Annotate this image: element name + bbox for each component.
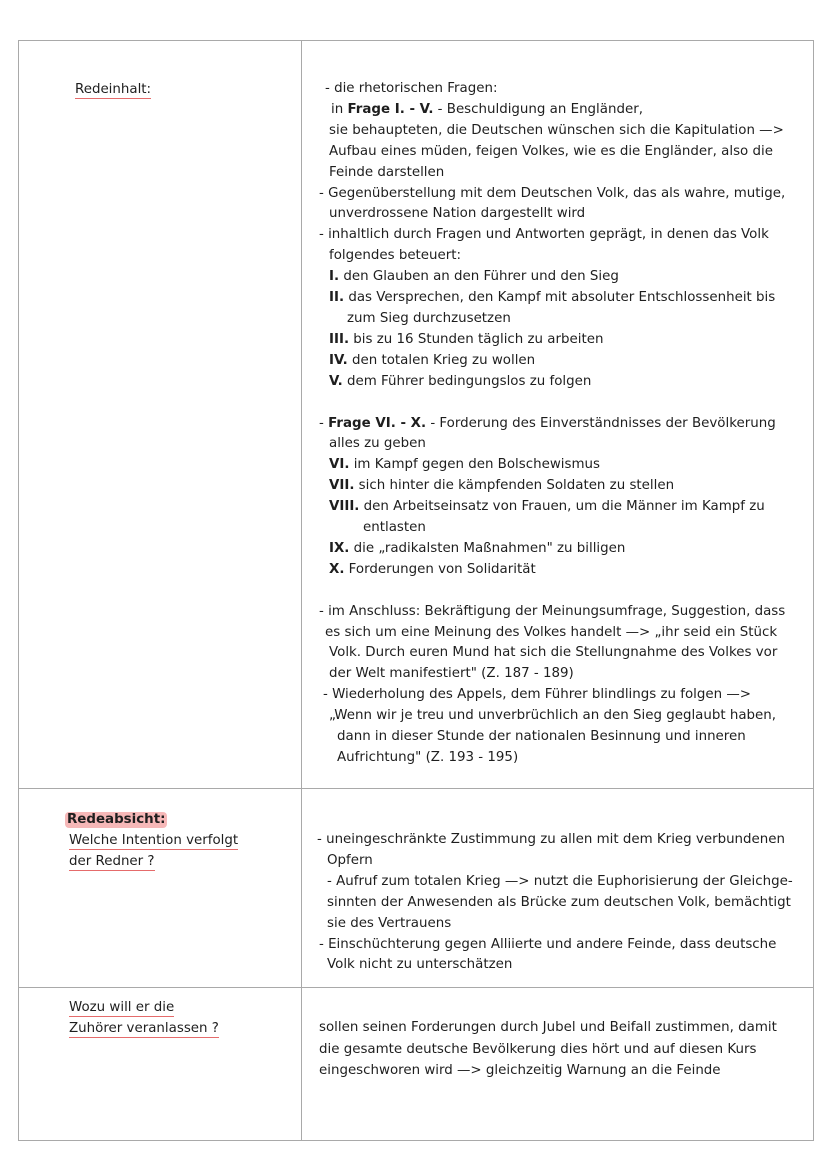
section1-line (317, 184, 785, 205)
line-text: Volk nicht zu unterschätzen (327, 957, 513, 973)
section1-line (317, 664, 785, 685)
section2-line (317, 914, 793, 935)
section1-line (317, 727, 785, 748)
line-bold-text: Frage I. - V. (347, 101, 434, 117)
line-bold-text: V. (329, 373, 343, 389)
section2-heading: Redeabsicht: (67, 812, 166, 827)
line-text: Aufbau eines müden, feigen Volkes, wie es die Engländer, also die (329, 143, 773, 159)
line-text: sie behaupteten, die Deutschen wünschen sich die Kapitulation —> (329, 122, 784, 138)
line-bold-text: X. (329, 561, 345, 577)
line-text: - uneingeschränkte Zustimmung zu allen mit dem Krieg verbundenen (317, 832, 785, 847)
line-bold-text: Frage VI. - X. (328, 415, 427, 431)
section1-line (317, 518, 785, 539)
line-bold-text: II. (329, 290, 345, 306)
line-text: - Einschüchterung gegen Alliierte und andere Feinde, dass deutsche (319, 936, 777, 952)
line-text: - im Anschluss: Bekräftigung der Meinungsumfrage, Suggestion, dass (319, 603, 786, 619)
section3-question-line2: Zuhörer veranlassen ? (69, 1021, 219, 1036)
section3-question-line1: Wozu will er die (69, 1000, 175, 1015)
section1-line (317, 309, 785, 330)
section1-line (317, 79, 785, 100)
section1-line (317, 560, 785, 581)
line-text: bis zu 16 Stunden täglich zu arbeiten (349, 331, 604, 347)
section1-line (317, 204, 785, 225)
line-text: dem Führer bedingungslos zu folgen (342, 373, 592, 389)
line-bold-text: VII. (329, 478, 355, 494)
line-text: alles zu geben (329, 436, 426, 452)
line-text: zum Sieg durchzusetzen (347, 310, 511, 326)
section3-content (319, 1017, 777, 1082)
section1-line (317, 267, 785, 288)
section1-line (317, 372, 785, 393)
line-text: den Glauben an den Führer und den Sieg (339, 269, 619, 285)
section1-line (317, 121, 785, 142)
line-bold-text: IX. (329, 540, 350, 556)
section2-line (317, 830, 793, 851)
section2-line (317, 872, 793, 893)
line-text: Opfern (327, 852, 373, 868)
line-bold-text: VI. (329, 457, 350, 473)
line-text: in (331, 101, 348, 117)
section1-line (317, 706, 785, 727)
line-text: sie des Vertrauens (327, 915, 452, 931)
section2-heading-cell (67, 809, 167, 830)
line-text: - Aufruf zum totalen Krieg —> nutzt die Euphorisierung der Gleichge- (327, 873, 793, 889)
section2-line (317, 955, 793, 976)
row-divider-1 (19, 788, 813, 789)
line-text: - Wiederholung des Appels, dem Führer blindlings zu folgen —> (323, 687, 751, 703)
section3-line (319, 1017, 777, 1039)
line-text: - die rhetorischen Fragen: (325, 81, 498, 96)
worksheet-table (18, 40, 814, 1141)
column-divider (301, 41, 302, 1140)
section1-label-cell (75, 79, 151, 100)
line-text: das Versprechen, den Kampf mit absoluter Entschlossenheit bis (344, 290, 776, 306)
section1-line (317, 497, 785, 518)
line-text: Forderungen von Solidarität (344, 561, 536, 577)
line-text: eingeschworen wird —> gleichzeitig Warnung an die Feinde (319, 1063, 721, 1078)
line-bold-text: VIII. (329, 499, 360, 515)
line-text: Feinde darstellen (329, 164, 445, 180)
line-text: die gesamte deutsche Bevölkerung dies hört und auf diesen Kurs (319, 1041, 757, 1057)
line-text: unverdrossene Nation dargestellt wird (329, 206, 586, 222)
line-text: im Kampf gegen den Bolschewismus (349, 457, 601, 473)
line-text: den totalen Krieg zu wollen (347, 352, 536, 368)
section1-label: Redeinhalt: (75, 82, 152, 97)
line-text: folgendes beteuert: (329, 248, 462, 264)
section1-line (317, 476, 785, 497)
line-bold-text: I. (329, 269, 340, 285)
line-text: Volk. Durch euren Mund hat sich die Stellungnahme des Volkes vor (329, 645, 778, 661)
line-text: Aufrichtung" (Z. 193 - 195) (337, 750, 519, 765)
line-text: - inhaltlich durch Fragen und Antworten geprägt, in denen das Volk (319, 227, 769, 243)
row-divider-2 (19, 987, 813, 988)
section1-line (317, 414, 785, 435)
section3-line (319, 1039, 777, 1061)
section2-question (69, 830, 238, 872)
section2-line (317, 851, 793, 872)
section1-line (317, 393, 785, 414)
line-text: sich hinter die kämpfenden Soldaten zu stellen (354, 478, 675, 494)
section3-question (69, 997, 219, 1039)
line-text: die „radikalsten Maßnahmen" zu billigen (349, 540, 626, 556)
section1-line (317, 539, 785, 560)
section1-line (317, 246, 785, 267)
section1-line (317, 142, 785, 163)
section1-line (317, 434, 785, 455)
section1-line (317, 163, 785, 184)
section1-line (317, 643, 785, 664)
line-text: „Wenn wir je treu und unverbrüchlich an den Sieg geglaubt haben, (329, 708, 777, 724)
section1-line (317, 685, 785, 706)
section2-question-line2: der Redner ? (69, 854, 155, 869)
section1-line (317, 581, 785, 602)
section2-question-line1: Welche Intention verfolgt (69, 833, 239, 848)
line-text: - Gegenüberstellung mit dem Deutschen Volk, das als wahre, mutige, (319, 185, 786, 201)
section1-line (317, 602, 785, 623)
line-text: sollen seinen Forderungen durch Jubel und Beifall zustimmen, damit (319, 1020, 777, 1035)
line-text: den Arbeitseinsatz von Frauen, um die Männer im Kampf zu (359, 499, 765, 515)
line-text: - Forderung des Einverständnisses der Bevölkerung (426, 415, 776, 431)
line-text: der Welt manifestiert" (Z. 187 - 189) (329, 666, 574, 682)
section2-line (317, 935, 793, 956)
section3-line (319, 1060, 777, 1082)
line-text: entlasten (363, 520, 426, 536)
section1-line (317, 455, 785, 476)
section2-content (317, 830, 793, 976)
section1-line (317, 351, 785, 372)
line-text: - Beschuldigung an Engländer, (433, 101, 643, 117)
line-bold-text: IV. (329, 352, 348, 368)
section2-line (317, 893, 793, 914)
section1-line (317, 330, 785, 351)
line-text: sinnten der Anwesenden als Brücke zum deutschen Volk, bemächtigt (327, 894, 791, 910)
line-text: es sich um eine Meinung des Volkes handelt —> „ihr seid ein Stück (325, 624, 778, 640)
section1-line (317, 288, 785, 309)
line-text: - (319, 415, 329, 431)
section1-line (317, 748, 785, 769)
section1-content (317, 79, 785, 769)
section1-line (317, 623, 785, 644)
line-bold-text: III. (329, 331, 350, 347)
section1-line (317, 100, 785, 121)
line-text: dann in dieser Stunde der nationalen Besinnung und inneren (337, 729, 746, 745)
section1-line (317, 225, 785, 246)
